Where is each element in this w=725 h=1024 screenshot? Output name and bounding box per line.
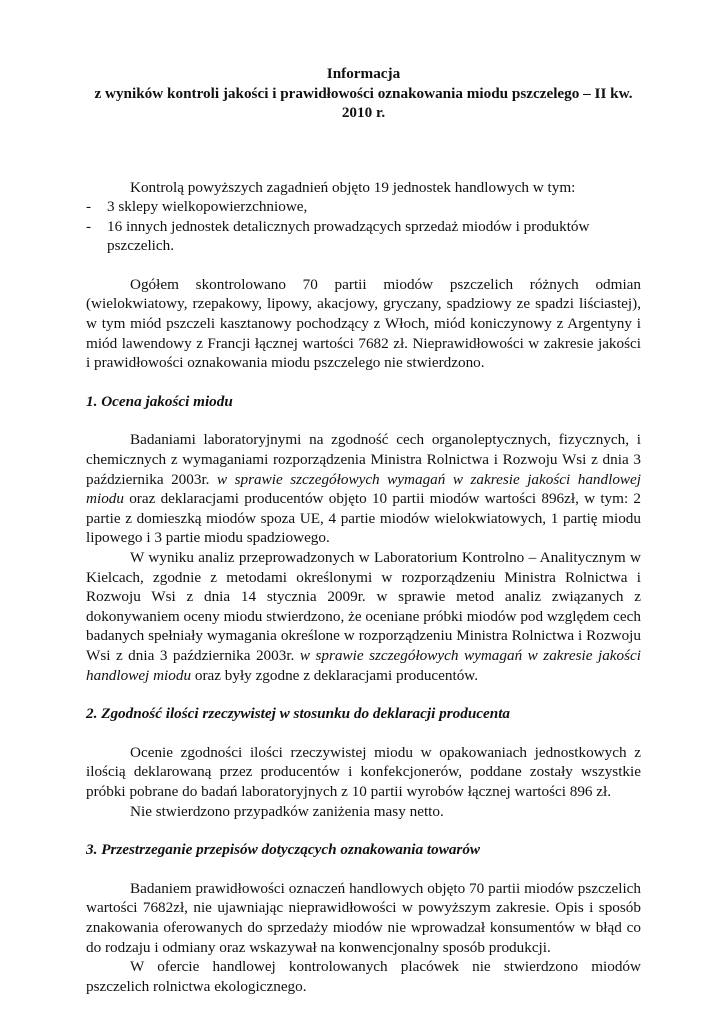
list-item-text: 16 innych jednostek detalicznych prowadzących sprzedaż miodów i produktów pszczelich.: [107, 217, 590, 255]
section-1-p1-text-a: Badaniami laboratoryjnymi na zgodność cech organoleptycznych, fizycznych, i chemicznych z wymaganiami rozporządzenia Ministra Rolnictwa i Rozwoju Wsi z dnia 3 października 2003r.: [86, 431, 641, 488]
section-1-p2-italic: w sprawie szczegółowych wymagań w zakresie jakości handlowej miodu: [86, 646, 642, 684]
list-item-text: 3 sklepy wielkopowierzchniowe,: [107, 198, 308, 216]
section-2-heading: 2. Zgodność ilości rzeczywistej w stosunku do deklaracji producenta: [86, 705, 511, 723]
intro-list: [86, 197, 641, 256]
document-title: [86, 64, 641, 123]
intro-text: Kontrolą powyższych zagadnień objęto 19 jednostek handlowych w tym:: [130, 178, 576, 196]
section-3-paragraph-2: W ofercie handlowej kontrolowanych placówek nie stwierdzono miodów pszczelich rolnictwa ekologicznego.: [86, 958, 641, 995]
section-1-p2-text-a: W wyniku analiz przeprowadzonych w Laboratorium Kontrolno – Analitycznym w Kielcach, zgodnie z metodami określonymi w rozporządzeniu Ministra Rolnictwa i Rozwoju Wsi z dnia 14 stycznia 2009r. w sprawie metod analiz związanych z dokonywaniem oceny miodu stwierdzono, że oceniane próbki miodów pod względem cech badanych spełniały wymagania określone w rozporządzeniu Ministra Rolnictwa i Rozwoju Wsi z dnia 3 października 2003r.: [86, 549, 641, 664]
section-1-p1-italic: w sprawie szczegółowych wymagań w zakresie jakości handlowej miodu: [86, 470, 642, 508]
list-dash: -: [86, 217, 92, 235]
section-1-paragraph-1: [86, 430, 641, 548]
section-1-p1-text-b: oraz deklaracjami producentów objęto 10 partii miodów wartości 896zł, w tym: 2 partie z domieszką miodów spoza UE, 4 partie miodów wielokwiatowych, 1 partię miodu lipowego i 3 partie miodu spadziowego.: [86, 490, 641, 547]
title-line-1: Informacja: [326, 65, 401, 82]
summary-paragraph: Ogółem skontrolowano 70 partii miodów pszczelich różnych odmian (wielokwiatowy, rzepakowy, lipowy, akacjowy, gryczany, spadziowy ze spadzi liściastej), w tym miód pszczeli kasztanowy pochodzący z Włoch, miód koniczynowy z Argentyny i miód lawendowy z Francji łącznej wartości 7682 zł. Nieprawidłowości w zakresie jakości i prawidłowości oznakowania miodu pszczelego nie stwierdzono.: [86, 275, 641, 372]
list-item: [86, 197, 641, 217]
title-line-3: 2010 r.: [341, 104, 386, 121]
section-1-heading: 1. Ocena jakości miodu: [86, 392, 233, 410]
intro-section: [86, 178, 641, 256]
section-1-paragraph-2: [86, 548, 641, 685]
section-3-heading: 3. Przestrzeganie przepisów dotyczących oznakowania towarów: [86, 841, 481, 859]
list-item: [86, 217, 641, 256]
section-3-paragraph-1: Badaniem prawidłowości oznaczeń handlowych objęto 70 partii miodów pszczelich wartości 7682zł, nie ujawniając nieprawidłowości w powyższym zakresie. Opis i sposób znakowania oferowanych do sprzedaży miodów nie wprowadzał konsumentów w błąd co do rodzaju i odmiany oraz wskazywał na konwencjonalny sposób produkcji.: [86, 879, 641, 956]
title-line-2: z wyników kontroli jakości i prawidłowości oznakowania miodu pszczelego – II kw.: [94, 84, 633, 102]
section-1-p2-text-b: oraz były zgodne z deklaracjami producentów.: [194, 666, 479, 684]
section-2-paragraph-1: Ocenie zgodności ilości rzeczywistej miodu w opakowaniach jednostkowych z ilością deklarowaną przez producentów i konfekcjonerów, poddane zostały wszystkie próbki pobrane do badań laboratoryjnych z 10 partii wyrobów łącznej wartości 896 zł.: [86, 743, 641, 800]
document-page: [86, 64, 641, 996]
section-2-paragraph-2: Nie stwierdzono przypadków zaniżenia masy netto.: [130, 802, 444, 820]
list-dash: -: [86, 198, 92, 216]
